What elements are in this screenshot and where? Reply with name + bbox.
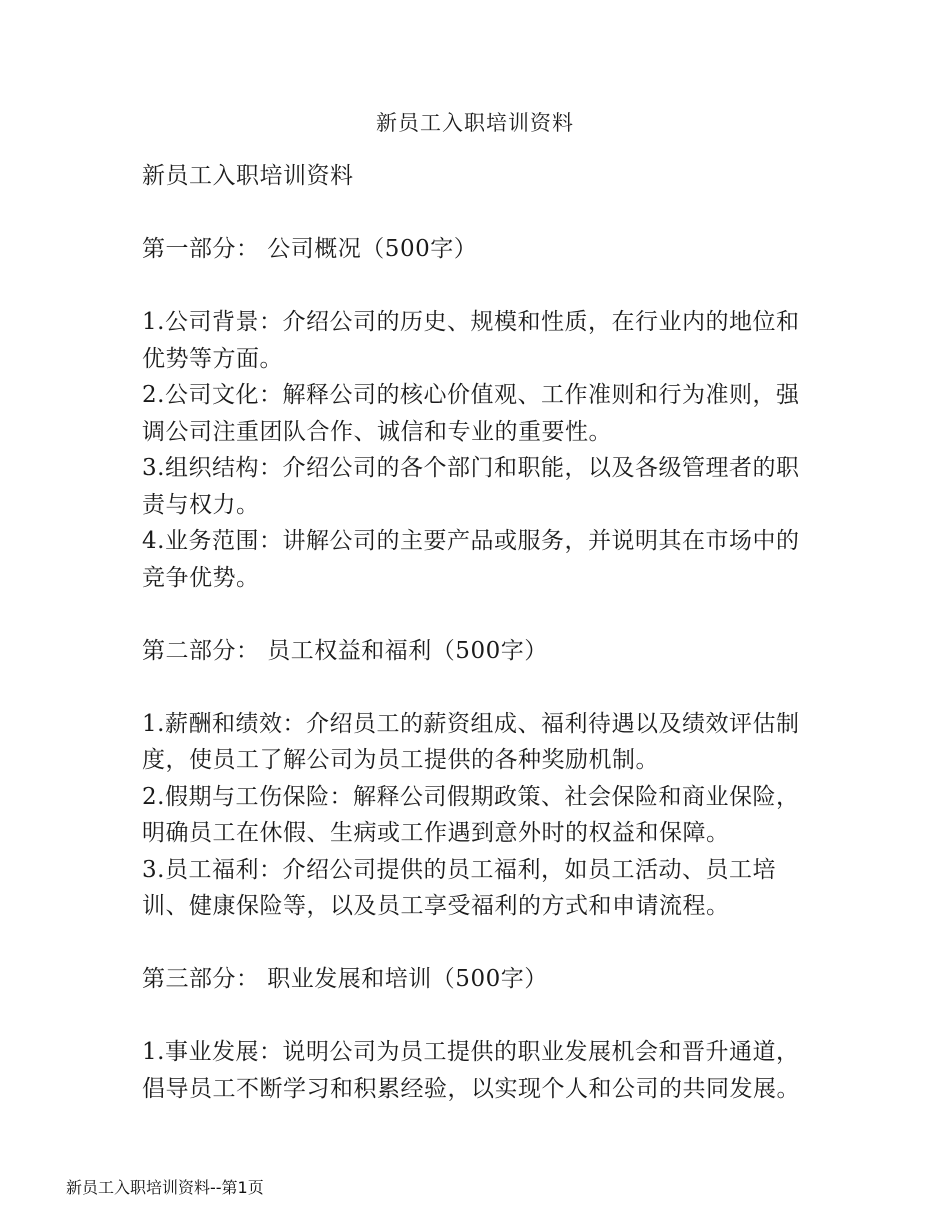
section-1-heading: 第一部分： 公司概况（500字） bbox=[142, 236, 478, 262]
paragraph-gap bbox=[142, 925, 822, 962]
section-1-item: 2.公司文化：解释公司的核心价值观、工作准则和行为准则，强调公司注重团队合作、诚信和专业的重要性。 bbox=[142, 382, 800, 445]
document-subtitle: 新员工入职培训资料 bbox=[142, 163, 354, 189]
section-2-item: 3.员工福利：介绍公司提供的员工福利，如员工活动、员工培训、健康保险等，以及员工享受福利的方式和申请流程。 bbox=[142, 856, 776, 919]
page-footer: 新员工入职培训资料--第1页 bbox=[66, 1178, 264, 1197]
section-2-item: 1.薪酬和绩效：介绍员工的薪资组成、福利待遇以及绩效评估制度，使员工了解公司为员工提供的各种奖励机制。 bbox=[142, 710, 800, 773]
paragraph-gap bbox=[142, 268, 822, 305]
document-title: 新员工入职培训资料 bbox=[376, 111, 574, 135]
section-1-item: 3.组织结构：介绍公司的各个部门和职能，以及各级管理者的职责与权力。 bbox=[142, 455, 800, 518]
document-body bbox=[142, 158, 822, 1107]
paragraph-gap bbox=[142, 596, 822, 633]
section-2-heading: 第二部分： 员工权益和福利（500字） bbox=[142, 637, 548, 664]
section-2-item: 2.假期与工伤保险：解释公司假期政策、社会保险和商业保险，明确员工在休假、生病或工作遇到意外时的权益和保障。 bbox=[142, 783, 800, 846]
section-3-heading: 第三部分： 职业发展和培训（500字） bbox=[142, 966, 548, 992]
paragraph-gap bbox=[142, 195, 822, 232]
paragraph-gap bbox=[142, 669, 822, 706]
section-1-item: 4.业务范围：讲解公司的主要产品或服务，并说明其在市场中的竞争优势。 bbox=[142, 528, 800, 591]
section-3-item: 1.事业发展：说明公司为员工提供的职业发展机会和晋升通道，倡导员工不断学习和积累经验，以实现个人和公司的共同发展。 bbox=[142, 1039, 800, 1102]
section-1-item: 1.公司背景：介绍公司的历史、规模和性质，在行业内的地位和优势等方面。 bbox=[142, 309, 800, 372]
paragraph-gap bbox=[142, 998, 822, 1035]
